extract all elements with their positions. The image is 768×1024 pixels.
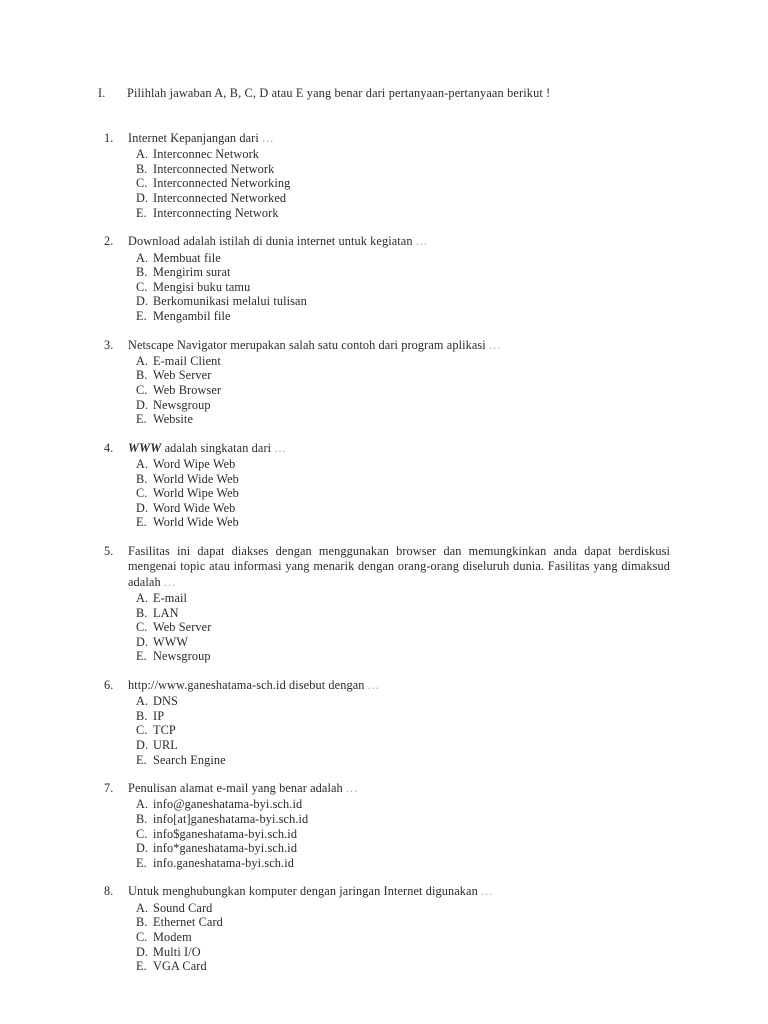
- question-text: [128, 338, 670, 353]
- option-list: [98, 694, 670, 767]
- option-letter: D.: [136, 634, 149, 649]
- option-item[interactable]: [136, 280, 670, 295]
- option-item[interactable]: [136, 901, 670, 916]
- option-item[interactable]: [136, 265, 670, 280]
- option-item[interactable]: [136, 841, 670, 856]
- option-item[interactable]: [136, 635, 670, 650]
- option-letter: C.: [136, 620, 148, 635]
- option-item[interactable]: [136, 206, 670, 221]
- option-text: E-mail Client: [153, 353, 221, 368]
- option-letter: C.: [136, 486, 148, 501]
- option-text: IP: [153, 708, 165, 723]
- option-text: Word Wipe Web: [153, 457, 236, 472]
- question-text: [128, 544, 670, 590]
- question-stem: [98, 234, 670, 249]
- option-item[interactable]: [136, 723, 670, 738]
- question-stem: [98, 338, 670, 353]
- question-item: [98, 131, 670, 220]
- option-item[interactable]: [136, 486, 670, 501]
- option-item[interactable]: [136, 368, 670, 383]
- question-number: 5.: [104, 544, 114, 559]
- option-letter: D.: [136, 397, 149, 412]
- option-text: Membuat file: [153, 250, 221, 265]
- section-heading: [98, 86, 670, 101]
- option-item[interactable]: [136, 620, 670, 635]
- question-ellipsis: ...: [262, 131, 275, 145]
- option-item[interactable]: [136, 515, 670, 530]
- option-letter: D.: [136, 294, 149, 309]
- question-ellipsis: ...: [367, 677, 380, 692]
- option-letter: D.: [136, 500, 149, 515]
- option-text: Sound Card: [153, 900, 213, 915]
- option-letter: D.: [136, 944, 149, 959]
- option-letter: A.: [136, 900, 149, 915]
- option-item[interactable]: [136, 147, 670, 162]
- option-text: Newsgroup: [153, 649, 211, 664]
- option-text: Word Wide Web: [153, 500, 236, 515]
- option-text: Interconnected Network: [153, 161, 275, 176]
- option-text: Search Engine: [153, 752, 226, 767]
- option-list: [98, 251, 670, 324]
- question-body: Fasilitas ini dapat diakses dengan menggunakan browser dan memungkinkan anda dapat berdiskusi mengenai topic atau informasi yang menarik dengan orang-orang diseluruh dunia. Fasilitas yang dimaksud adalah: [128, 544, 670, 589]
- question-item: [98, 544, 670, 664]
- option-letter: D.: [136, 738, 149, 752]
- option-text: World Wide Web: [153, 515, 239, 530]
- question-ellipsis: ...: [415, 234, 429, 249]
- question-item: [98, 884, 670, 973]
- option-letter: E.: [136, 649, 147, 664]
- option-item[interactable]: [136, 412, 670, 427]
- option-text: info*ganeshatama-byi.sch.id: [153, 841, 298, 856]
- option-text: Web Server: [153, 620, 212, 635]
- option-letter: C.: [136, 176, 148, 191]
- option-text: Mengirim surat: [153, 265, 231, 280]
- option-letter: C.: [136, 826, 148, 841]
- option-text: Interconnected Networking: [153, 176, 291, 191]
- option-text: Modem: [153, 929, 192, 944]
- question-item: [98, 781, 670, 870]
- document-content: [98, 86, 670, 988]
- option-text: Website: [153, 412, 194, 427]
- option-letter: A.: [136, 353, 149, 368]
- question-text: [128, 234, 670, 249]
- option-item[interactable]: [136, 162, 670, 177]
- question-body: Penulisan alamat e-mail yang benar adalah: [128, 781, 343, 796]
- option-text: Mengambil file: [153, 308, 231, 323]
- option-text: info@ganeshatama-byi.sch.id: [153, 797, 303, 812]
- option-text: VGA Card: [153, 959, 207, 974]
- option-list: [98, 901, 670, 974]
- option-text: info$ganeshatama-byi.sch.id: [153, 826, 298, 841]
- option-item[interactable]: [136, 398, 670, 413]
- option-item[interactable]: [136, 649, 670, 664]
- section-heading-text: Pilihlah jawaban A, B, C, D atau E yang benar dari pertanyaan-pertanyaan berikut !: [127, 86, 551, 100]
- option-text: Multi I/O: [153, 944, 201, 959]
- question-number: 7.: [104, 781, 114, 796]
- question-item: [98, 338, 670, 427]
- question-emphasis: WWW: [128, 440, 162, 455]
- question-body: http://www.ganeshatama-sch.id disebut dengan: [128, 677, 365, 692]
- question-number: 2.: [104, 234, 114, 249]
- option-letter: D.: [136, 841, 149, 856]
- question-text: [128, 678, 670, 693]
- option-item[interactable]: [136, 294, 670, 309]
- question-body: adalah singkatan dari: [164, 440, 272, 455]
- question-ellipsis: ...: [345, 781, 359, 796]
- option-letter: E.: [136, 412, 147, 427]
- question-number: 6.: [104, 677, 114, 692]
- option-letter: C.: [136, 723, 148, 738]
- question-stem: [98, 441, 670, 456]
- question-text: [128, 781, 670, 796]
- question-number: 8.: [104, 884, 114, 899]
- option-letter: E.: [136, 959, 147, 974]
- option-letter: B.: [136, 161, 148, 176]
- option-letter: A.: [136, 694, 149, 709]
- option-item[interactable]: [136, 309, 670, 324]
- question-number: 3.: [104, 337, 114, 352]
- question-number: 1.: [104, 131, 114, 145]
- question-text: [128, 884, 670, 899]
- question-item: [98, 234, 670, 323]
- question-item: [98, 678, 670, 767]
- option-text: Newsgroup: [153, 397, 211, 412]
- section-marker: I.: [98, 86, 106, 100]
- question-stem: [98, 131, 670, 146]
- option-list: [98, 457, 670, 530]
- question-body: Internet Kepanjangan dari: [128, 131, 259, 145]
- option-item[interactable]: [136, 856, 670, 871]
- question-ellipsis: ...: [274, 440, 287, 455]
- option-text: URL: [153, 738, 178, 752]
- option-item[interactable]: [136, 383, 670, 398]
- question-body: Download adalah istilah di dunia internet untuk kegiatan: [128, 234, 413, 249]
- question-stem: [98, 544, 670, 590]
- option-item[interactable]: [136, 753, 670, 768]
- option-text: LAN: [153, 605, 179, 620]
- option-text: info[at]ganeshatama-byi.sch.id: [153, 812, 309, 827]
- option-letter: C.: [136, 279, 148, 294]
- option-letter: A.: [136, 147, 149, 162]
- option-item[interactable]: [136, 457, 670, 472]
- option-item[interactable]: [136, 251, 670, 266]
- option-item[interactable]: [136, 797, 670, 812]
- option-text: DNS: [153, 694, 178, 709]
- option-item[interactable]: [136, 915, 670, 930]
- option-item[interactable]: [136, 354, 670, 369]
- question-number: 4.: [104, 440, 114, 455]
- option-text: E-mail: [153, 590, 188, 605]
- question-item: [98, 441, 670, 530]
- option-text: Web Browser: [153, 383, 222, 398]
- option-letter: E.: [136, 205, 147, 220]
- option-item[interactable]: [136, 827, 670, 842]
- question-ellipsis: ...: [489, 337, 502, 352]
- question-body: Netscape Navigator merupakan salah satu contoh dari program aplikasi: [128, 337, 486, 352]
- option-list: [98, 147, 670, 220]
- option-item[interactable]: [136, 930, 670, 945]
- option-text: Web Server: [153, 368, 212, 383]
- question-ellipsis: ...: [163, 574, 177, 589]
- option-text: Interconnecting Network: [153, 205, 279, 220]
- option-item[interactable]: [136, 176, 670, 191]
- option-text: Berkomunikasi melalui tulisan: [153, 294, 307, 309]
- option-item[interactable]: [136, 591, 670, 606]
- option-letter: B.: [136, 708, 148, 723]
- option-letter: A.: [136, 250, 149, 265]
- question-stem: [98, 678, 670, 693]
- option-text: World Wipe Web: [153, 486, 239, 501]
- question-stem: [98, 884, 670, 899]
- option-letter: A.: [136, 797, 149, 812]
- option-letter: B.: [136, 368, 148, 383]
- option-letter: B.: [136, 812, 148, 827]
- option-item[interactable]: [136, 959, 670, 974]
- question-body: Untuk menghubungkan komputer dengan jaringan Internet digunakan: [128, 884, 478, 899]
- option-item[interactable]: [136, 191, 670, 206]
- option-letter: E.: [136, 515, 147, 530]
- option-letter: B.: [136, 265, 148, 280]
- option-letter: E.: [136, 752, 147, 767]
- option-text: World Wide Web: [153, 471, 239, 486]
- option-letter: E.: [136, 308, 147, 323]
- option-item[interactable]: [136, 472, 670, 487]
- option-letter: C.: [136, 383, 148, 398]
- option-list: [98, 354, 670, 427]
- option-text: Ethernet Card: [153, 915, 223, 930]
- option-text: TCP: [153, 723, 176, 738]
- option-text: Mengisi buku tamu: [153, 279, 251, 294]
- option-item[interactable]: [136, 606, 670, 621]
- option-item[interactable]: [136, 694, 670, 709]
- option-letter: A.: [136, 590, 149, 605]
- option-letter: E.: [136, 855, 147, 870]
- option-item[interactable]: [136, 945, 670, 960]
- option-list: [98, 591, 670, 664]
- option-text: WWW: [153, 634, 189, 649]
- question-ellipsis: ...: [481, 884, 494, 899]
- question-text: [128, 441, 670, 456]
- option-letter: A.: [136, 457, 149, 472]
- question-list: [98, 131, 670, 974]
- option-text: info.ganeshatama-byi.sch.id: [153, 855, 294, 870]
- option-letter: B.: [136, 915, 148, 930]
- option-letter: B.: [136, 605, 148, 620]
- option-text: Interconnec Network: [153, 147, 260, 162]
- question-text: [128, 131, 670, 146]
- option-item[interactable]: [136, 738, 670, 753]
- option-item[interactable]: [136, 812, 670, 827]
- option-text: Interconnected Networked: [153, 191, 287, 206]
- option-item[interactable]: [136, 709, 670, 724]
- option-list: [98, 797, 670, 870]
- option-letter: B.: [136, 471, 148, 486]
- question-stem: [98, 781, 670, 796]
- option-item[interactable]: [136, 501, 670, 516]
- option-letter: D.: [136, 191, 149, 206]
- option-letter: C.: [136, 929, 148, 944]
